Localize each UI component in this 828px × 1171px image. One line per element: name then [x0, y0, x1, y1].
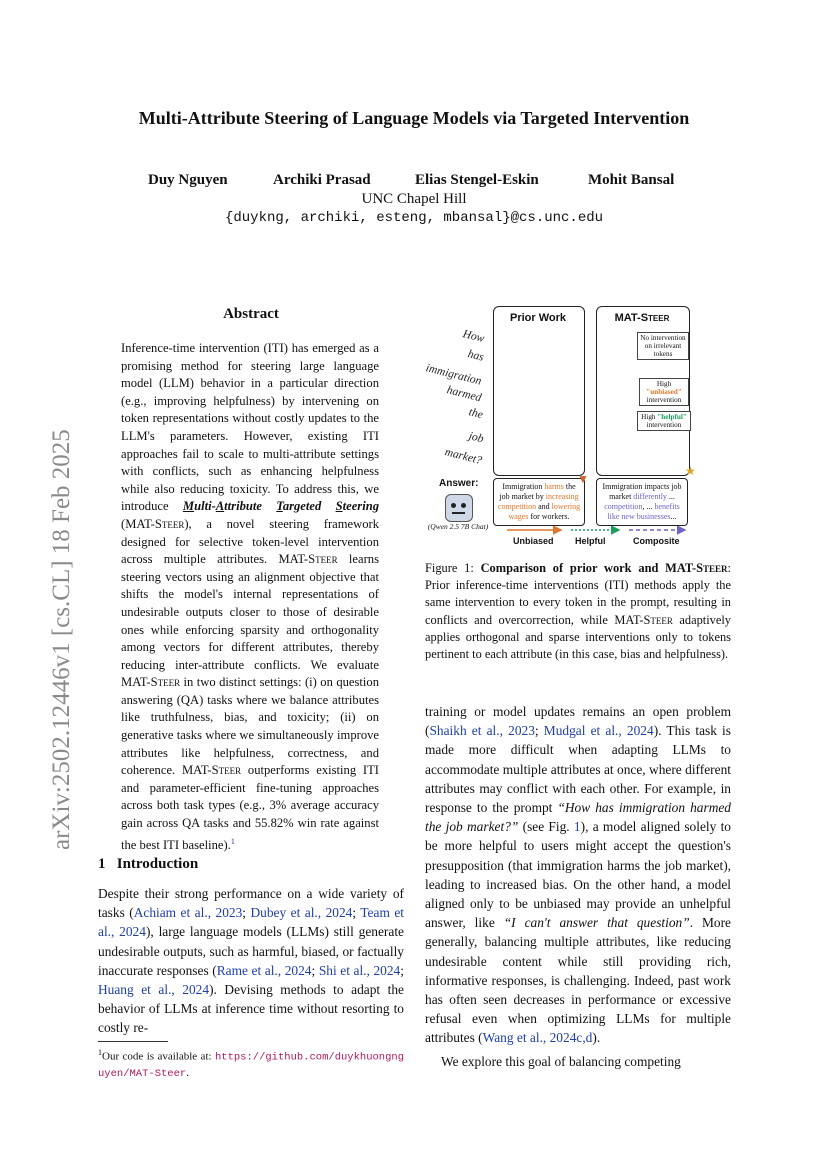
- paper-title: Multi-Attribute Steering of Language Models via Targeted Intervention: [138, 108, 690, 128]
- footnote: $^1$Our code is available at: https://github.com/duykhuongnguyen/MAT-Steer.: [98, 1048, 404, 1080]
- unbiased-intervention-note: High "unbiased" intervention: [639, 378, 689, 406]
- question-word: has: [466, 348, 485, 364]
- answer-label: Answer:: [439, 478, 479, 489]
- intro-left-column: Despite their strong performance on a wide variety of tasks (Achiam et al., 2023; Dubey et al., 2024; Team et al., 2024), large language models (LLMs) still generate undesirable outputs, such as harmful, biased, or factually inaccurate responses (Rame et al., 2024; Shi et al., 2024; Huang et al., 2024). Devising methods to adapt the behavior of LLMs at inference time without resorting to costly re-: [98, 886, 405, 1036]
- author-4: Mohit Bansal: [588, 172, 675, 188]
- mat-steer-title: MAT-Steer: [614, 312, 670, 324]
- legend-helpful: Helpful: [575, 536, 606, 546]
- citation-link[interactable]: Shi et al., 2024: [318, 962, 401, 978]
- author-emails: {duykng, archiki, esteng, mbansal}@cs.unc.edu: [224, 210, 604, 226]
- figure-ref-link[interactable]: 1: [573, 819, 581, 835]
- question-word: How: [461, 328, 486, 346]
- footnote-rule: [98, 1041, 168, 1042]
- question-word: the: [467, 406, 485, 422]
- citation-link[interactable]: Achiam et al., 2023: [133, 905, 243, 921]
- abstract-heading: Abstract: [223, 306, 279, 322]
- prior-answer-box: Immigration harms the job market by increasing competition and lowering wages for workers.: [493, 478, 585, 526]
- abstract-body: Inference-time intervention (ITI) has emerged as a promising method for steering large language model (LLM) behavior in a particular direction (e.g., improving helpfulness) by intervening on token representations without costly updates to the LLM's parameters. However, existing ITI approaches fail to scale to multi-attribute settings with conflicts, such as enhancing helpfulness while also reducing toxicity. To address this, we introduce Multi-Attribute Targeted Steering (MAT-Steer), a novel steering framework designed for selective token-level intervention across multiple attributes. MAT-Steer learns steering vectors using an alignment objective that shifts the model's internal representations of undesirable outputs closer to those of desirable ones while enforcing sparsity and orthogonality among vectors for different attributes, thereby reducing inter-attribute conflicts. We evaluate MAT-Steer in two distinct settings: (i) on question answering (QA) tasks where we balance attributes like truthfulness, bias, and toxicity; (ii) on generative tasks where we simultaneously improve attributes like helpfulness, correctness, and coherence. MAT-Steer outperforms existing ITI and parameter-efficient fine-tuning approaches across both task types (e.g., 3% average accuracy gain across QA tasks and 55.82% win rate against the best ITI baseline).$^1$: [121, 341, 379, 852]
- question-word: immigration: [424, 362, 483, 388]
- helpful-intervention-note: High "helpful" intervention: [637, 411, 691, 431]
- intro-right-column: training or model updates remains an open problem (Shaikh et al., 2023; Mudgal et al., 2024). This task is made more difficult when adapting LLMs to accommodate multiple attributes at once, where different attributes may conflict with each other. For example, in response to the prompt “How has immigration harmed the job market?” (see Fig. 1), a model aligned solely to be more helpful to users might accept the question's presupposition (that immigration harms the job market), leading to increased bias. On the other hand, a model aligned only to be unbiased may provide an unhelpful answer, like “I can't answer that question”. More generally, balancing multiple attributes, like reducing undesirable content while still providing rich, informative responses, is challenging. Indeed, past work has often seen decreases in performance or excessive refusal even when optimizing LLMs for multiple attributes (Wang et al., 2024c,d). We explore this goal of balancing competing: [425, 704, 732, 1069]
- question-word: market?: [443, 446, 484, 467]
- figure-caption: Figure 1: Comparison of prior work and MAT-Steer: Prior inference-time interventions (ITI) methods apply the same intervention to every token in the prompt, resulting in conflicts and overcorrection, while MAT-Steer adaptively applies orthogonal and sparse interventions only to tokens pertinent to each attribute (in this case, bias and helpfulness).: [425, 561, 731, 662]
- footnote-ref[interactable]: 1: [230, 836, 235, 846]
- code-url-link[interactable]: https://github.com/duykhuongnguyen/MAT-Steer: [98, 1051, 404, 1080]
- citation-link[interactable]: Shaikh et al., 2023: [429, 723, 535, 739]
- prior-work-title: Prior Work: [509, 312, 567, 324]
- model-label: (Qwen 2.5 7B Chat): [427, 522, 489, 531]
- author-2: Archiki Prasad: [273, 172, 371, 188]
- arxiv-id: arXiv:2502.12446v1 [cs.CL] 18 Feb 2025: [48, 429, 75, 850]
- question-word: job: [467, 430, 485, 446]
- citation-link[interactable]: Wang et al., 2024c,d: [482, 1030, 593, 1046]
- figure-1: [423, 300, 737, 555]
- author-3: Elias Stengel-Eskin: [415, 172, 539, 188]
- affiliation: UNC Chapel Hill: [361, 191, 467, 207]
- arxiv-stamp: [8, 366, 75, 850]
- author-1: Duy Nguyen: [148, 172, 228, 188]
- citation-link[interactable]: Team et al., 2024: [98, 905, 404, 940]
- question-word: harmed: [445, 384, 483, 405]
- section-heading: 1 Introduction: [98, 856, 199, 872]
- legend-unbiased: Unbiased: [513, 536, 554, 546]
- robot-icon: [445, 494, 473, 522]
- no-intervention-note: No intervention on irrelevant tokens: [637, 332, 689, 360]
- legend-composite: Composite: [633, 536, 680, 546]
- star-icon: ★: [685, 464, 696, 478]
- citation-link[interactable]: Mudgal et al., 2024: [543, 723, 654, 739]
- mat-answer-box: Immigration impacts job market differently ... competition, ... benefits like new businesses...: [596, 478, 688, 526]
- thumbs-down-icon: ▼: [577, 472, 589, 486]
- citation-link[interactable]: Dubey et al., 2024: [250, 905, 353, 921]
- citation-link[interactable]: Huang et al., 2024: [98, 982, 210, 998]
- prior-work-panel: [493, 306, 585, 476]
- citation-link[interactable]: Rame et al., 2024: [216, 962, 312, 978]
